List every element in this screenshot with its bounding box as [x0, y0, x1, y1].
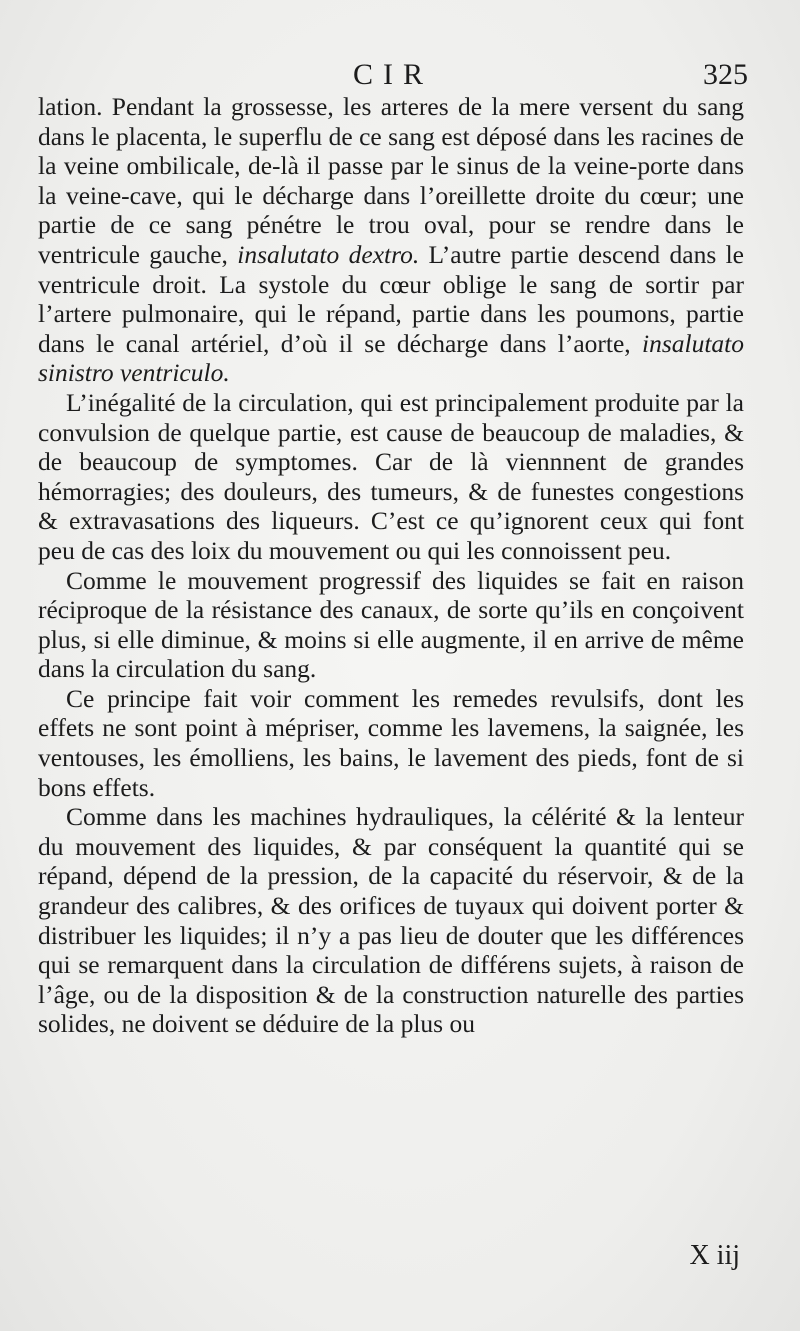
- running-head: CIR: [352, 58, 433, 91]
- text-run: Comme dans les machines hydrauliques, la célérité & la lenteur du mouvement des liquides, & par conséquent la quantité qui se répand, dépend de la pression, de la capacité du réservoir, & de la grandeur des calibres, & des orifices de tuyaux qui doivent porter & distribuer les liquides; il n’y a pas lieu de douter que les différences qui se remarquent dans la circulation de différens sujets, à raison de l’âge, ou de la disposition & de la construction naturelle des parties solides, ne doivent se déduire de la plus ou: [38, 802, 744, 1039]
- italic-phrase: insalutato dextro.: [237, 239, 420, 269]
- paragraph: [38, 684, 744, 802]
- text-run: Comme le mouvement progressif des liquides se fait en raison réciproque de la résistance des canaux, de sorte qu’ils en conçoivent plus, si elle diminue, & moins si elle augmente, il en arrive de même dans la circulation du sang.: [38, 565, 744, 684]
- text-run: Ce principe fait voir comment les remedes revulsifs, dont les effets ne sont point à mépriser, comme les lavemens, la saignée, les ventouses, les émolliens, les bains, le lavement des pieds, font de si bons effets.: [38, 683, 744, 802]
- page-number: 325: [703, 58, 748, 91]
- paragraph: [38, 92, 744, 388]
- paragraph: [38, 566, 744, 684]
- paragraph: [38, 388, 744, 566]
- signature-mark: X iij: [689, 1240, 740, 1271]
- text-run: L’autre partie descend dans le ventricule droit. La systole du cœur oblige le sang de sortir par l’artere pulmonaire, qui le répand, partie dans les poumons, partie dans le canal artériel, d’où il se décharge dans l’aorte,: [38, 239, 744, 358]
- text-run: L’inégalité de la circulation, qui est principalement produite par la convulsion de quelque partie, est cause de beaucoup de maladies, & de beaucoup de symptomes. Car de là viennnent de grandes hémorragies; des douleurs, des tumeurs, & de funestes congestions & extravasations des liqueurs. C’est ce qu’ignorent ceux qui font peu de cas des loix du mouvement ou qui les connoissent peu.: [38, 387, 744, 565]
- italic-phrase: insalutato sinistro ventriculo.: [38, 328, 744, 388]
- paragraph: [38, 802, 744, 1039]
- text-run: lation. Pendant la grossesse, les arteres de la mere versent du sang dans le placenta, le superflu de ce sang est déposé dans les racines de la veine ombilicale, de-là il passe par le sinus de la veine-porte dans la veine-cave, qui le décharge dans l’oreillette droite du cœur; une partie de ce sang pénétre le trou oval, pour se rendre dans le ventricule gauche,: [38, 92, 744, 269]
- body-text: [38, 92, 744, 1039]
